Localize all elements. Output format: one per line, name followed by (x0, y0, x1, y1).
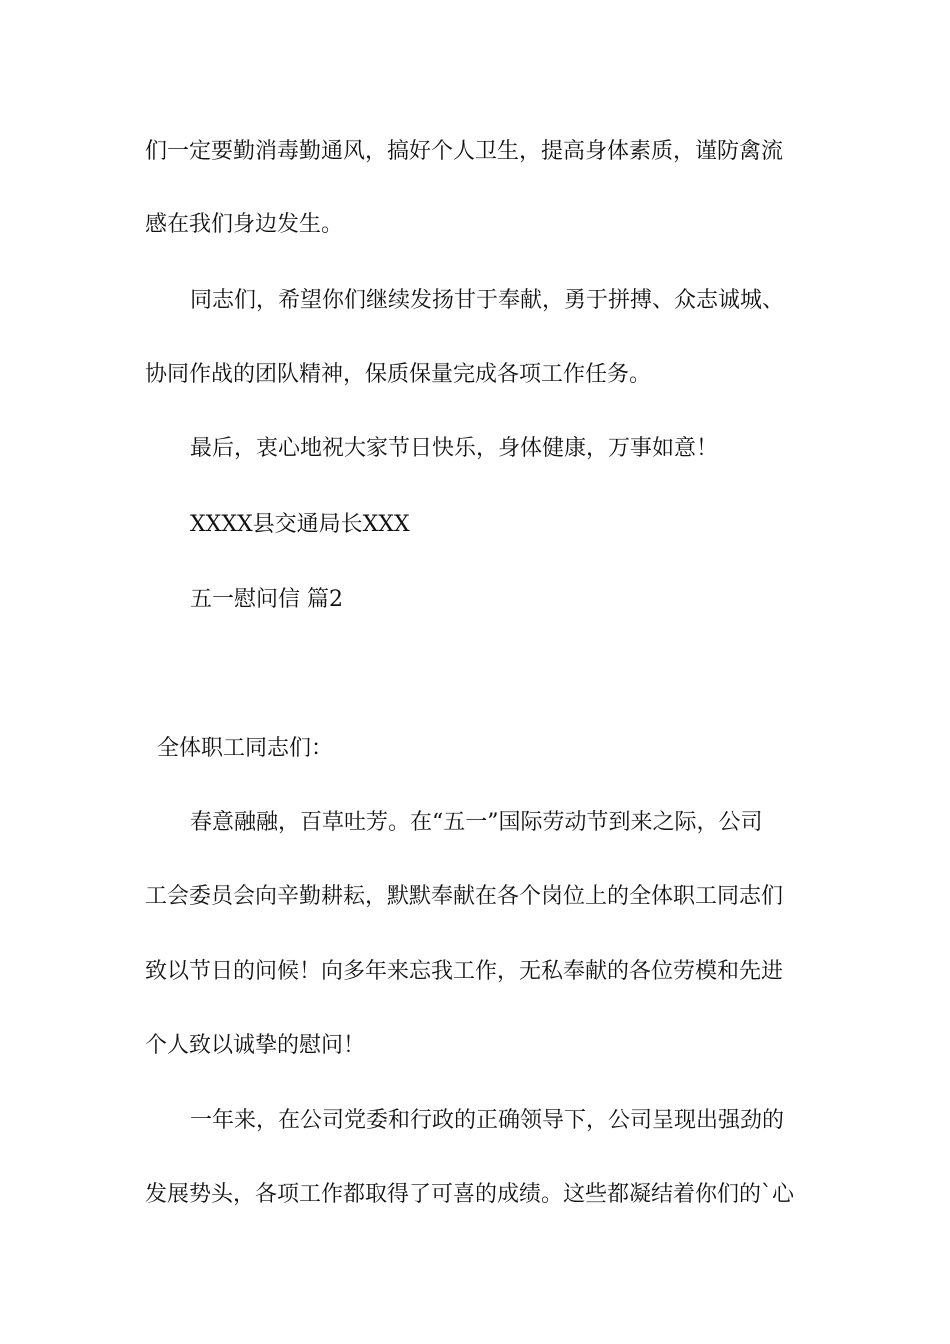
body-text-line: 个人致以诚挚的慰问！ (145, 1033, 366, 1058)
paragraph-first-line: 一年来，在公司党委和行政的正确领导下，公司呈现出强劲的 (190, 1108, 785, 1133)
body-text-line: 工会委员会向辛勤耕耘，默默奉献在各个岗位上的全体职工同志们 (145, 884, 784, 909)
body-text-line: 协同作战的团队精神，保质保量完成各项工作任务。 (145, 362, 652, 387)
body-text-line: 感在我们身边发生。 (145, 212, 344, 237)
body-text-line: 致以节日的问候！向多年来忘我工作，无私奉献的各位劳模和先进 (145, 959, 784, 984)
salutation-line: 全体职工同志们： (157, 736, 334, 761)
paragraph-first-line: 春意融融，百草吐芳。在“五一”国际劳动节到来之际，公司 (190, 810, 763, 835)
body-text-line: 们一定要勤消毒勤通风，搞好个人卫生，提高身体素质，谨防禽流 (145, 139, 784, 164)
paragraph-first-line: 同志们，希望你们继续发扬甘于奉献，勇于拼搏、众志诚城、 (190, 288, 785, 313)
signature-line: XXXX县交通局长XXX (190, 512, 410, 537)
body-text-line: 发展势头，各项工作都取得了可喜的成绩。这些都凝结着你们的`心 (145, 1182, 795, 1207)
paragraph-first-line: 最后，衷心地祝大家节日快乐，身体健康，万事如意！ (190, 436, 719, 461)
section-heading: 五一慰问信 篇2 (190, 587, 343, 612)
